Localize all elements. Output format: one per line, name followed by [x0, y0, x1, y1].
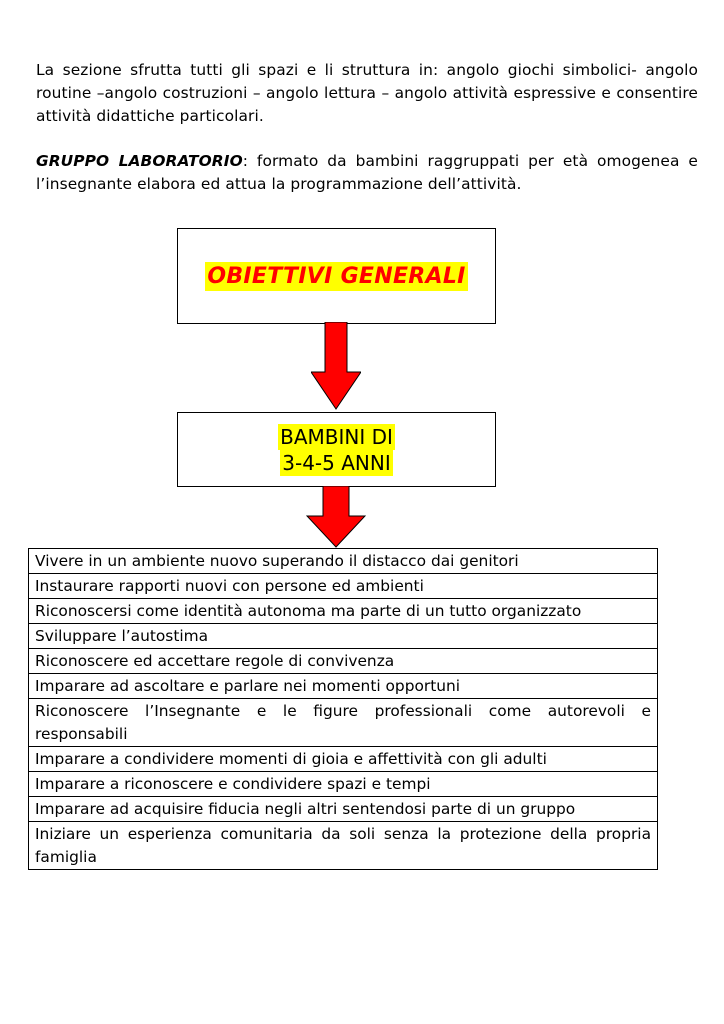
group-label: GRUPPO LABORATORIO [36, 152, 243, 170]
goal-item: Imparare ad ascoltare e parlare nei momenti opportuni [29, 674, 658, 699]
goal-item: Imparare a condividere momenti di gioia e affettività con gli adulti [29, 747, 658, 772]
goal-item: Imparare ad acquisire fiducia negli altri sentendosi parte di un gruppo [29, 797, 658, 822]
table-row [29, 624, 658, 649]
goal-item: Riconoscere l’Insegnante e le figure professionali come autorevoli e responsabili [29, 699, 658, 747]
table-row [29, 822, 658, 870]
table-row [29, 699, 658, 747]
goals-table [28, 548, 658, 870]
group-paragraph [36, 150, 698, 196]
age-group-box [177, 412, 496, 487]
table-row [29, 797, 658, 822]
table-row [29, 549, 658, 574]
table-row [29, 574, 658, 599]
goal-item: Imparare a riconoscere e condividere spazi e tempi [29, 772, 658, 797]
goal-item: Vivere in un ambiente nuovo superando il distacco dai genitori [29, 549, 658, 574]
age-group-line2: 3-4-5 ANNI [282, 450, 391, 475]
group-description: : formato da bambini raggruppati per età omogenea e l’insegnante elabora ed attua la programmazione dell’attività. [36, 152, 698, 193]
age-group-line1: BAMBINI DI [280, 424, 393, 449]
table-row [29, 772, 658, 797]
down-arrow-icon [306, 486, 366, 548]
goal-item: Sviluppare l’autostima [29, 624, 658, 649]
goal-item: Riconoscersi come identità autonoma ma parte di un tutto organizzato [29, 599, 658, 624]
objectives-title: OBIETTIVI GENERALI [207, 263, 466, 289]
goal-item: Instaurare rapporti nuovi con persone ed ambienti [29, 574, 658, 599]
table-row [29, 747, 658, 772]
table-row [29, 599, 658, 624]
objectives-title-box [177, 228, 496, 324]
down-arrow-icon [311, 322, 361, 410]
goal-item: Riconoscere ed accettare regole di convivenza [29, 649, 658, 674]
table-row [29, 674, 658, 699]
intro-paragraph: La sezione sfrutta tutti gli spazi e li struttura in: angolo giochi simbolici- angolo routine –angolo costruzioni – angolo lettura – angolo attività espressive e consentire attività didattiche particolari. [36, 61, 698, 125]
goal-item: Iniziare un esperienza comunitaria da soli senza la protezione della propria famiglia [29, 822, 658, 870]
table-row [29, 649, 658, 674]
